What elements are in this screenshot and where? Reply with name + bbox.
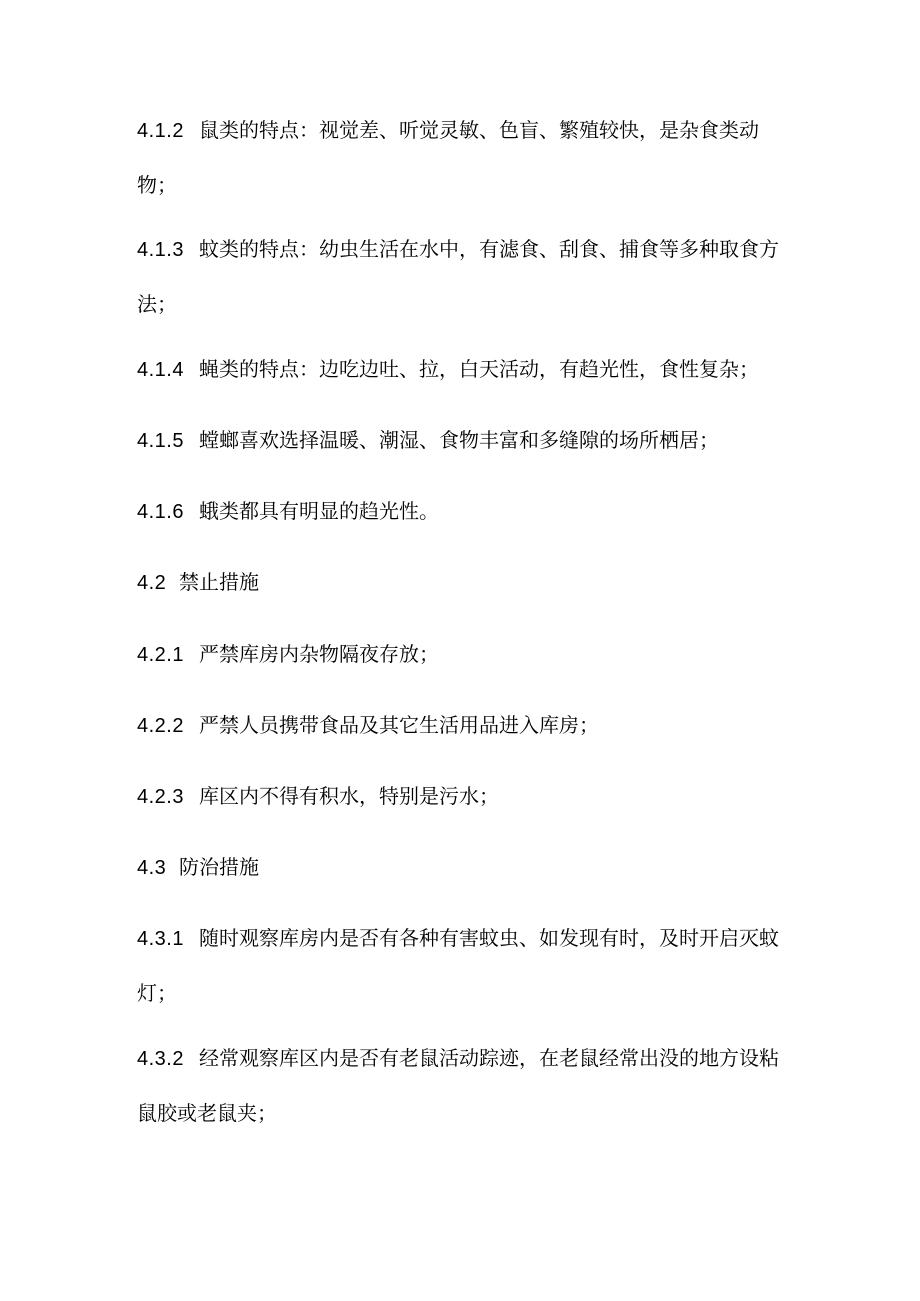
- paragraph-4-2-2: [137, 698, 787, 753]
- section-number: 4.1.4: [137, 359, 184, 381]
- paragraph-4-1-3: [137, 222, 787, 331]
- paragraph-4-1-6: [137, 484, 787, 539]
- section-number: 4.3.1: [137, 928, 184, 950]
- section-number: 4.1.2: [137, 120, 184, 142]
- section-number: 4.3: [137, 857, 167, 879]
- paragraph-4-3-2: [137, 1031, 787, 1140]
- section-number: 4.1.3: [137, 239, 184, 261]
- paragraph-4-1-4: [137, 342, 787, 397]
- section-number: 4.2.3: [137, 786, 184, 808]
- paragraph-text: 严禁库房内杂物隔夜存放；: [199, 642, 439, 666]
- paragraph-text: 螳螂喜欢选择温暖、潮湿、食物丰富和多缝隙的场所栖居；: [199, 428, 719, 452]
- paragraph-text: 防治措施: [179, 855, 259, 879]
- paragraph-text: 蛾类都具有明显的趋光性。: [199, 499, 439, 523]
- section-number: 4.2.2: [137, 715, 184, 737]
- section-number: 4.2: [137, 572, 167, 594]
- paragraph-text: 库区内不得有积水，特别是污水；: [199, 784, 499, 808]
- section-number: 4.2.1: [137, 644, 184, 666]
- paragraph-text: 经常观察库区内是否有老鼠活动踪迹，在老鼠经常出没的地方设粘鼠胶或老鼠夹；: [137, 1046, 779, 1125]
- paragraph-4-3-1: [137, 911, 787, 1020]
- section-number: 4.3.2: [137, 1048, 184, 1070]
- paragraph-text: 禁止措施: [179, 570, 259, 594]
- paragraph-text: 蝇类的特点：边吃边吐、拉，白天活动，有趋光性，食性复杂；: [199, 357, 759, 381]
- section-number: 4.1.5: [137, 430, 184, 452]
- paragraph-text: 鼠类的特点：视觉差、听觉灵敏、色盲、繁殖较快，是杂食类动物；: [137, 118, 759, 197]
- paragraph-4-1-5: [137, 413, 787, 468]
- paragraph-4-1-2: [137, 103, 787, 212]
- section-number: 4.1.6: [137, 501, 184, 523]
- paragraph-text: 严禁人员携带食品及其它生活用品进入库房；: [199, 713, 599, 737]
- heading-4-3: [137, 840, 787, 895]
- paragraph-text: 蚊类的特点：幼虫生活在水中，有滤食、刮食、捕食等多种取食方法；: [137, 237, 779, 316]
- heading-4-2: [137, 555, 787, 610]
- paragraph-text: 随时观察库房内是否有各种有害蚊虫、如发现有时，及时开启灭蚊灯；: [137, 926, 779, 1005]
- paragraph-4-2-1: [137, 627, 787, 682]
- paragraph-4-2-3: [137, 769, 787, 824]
